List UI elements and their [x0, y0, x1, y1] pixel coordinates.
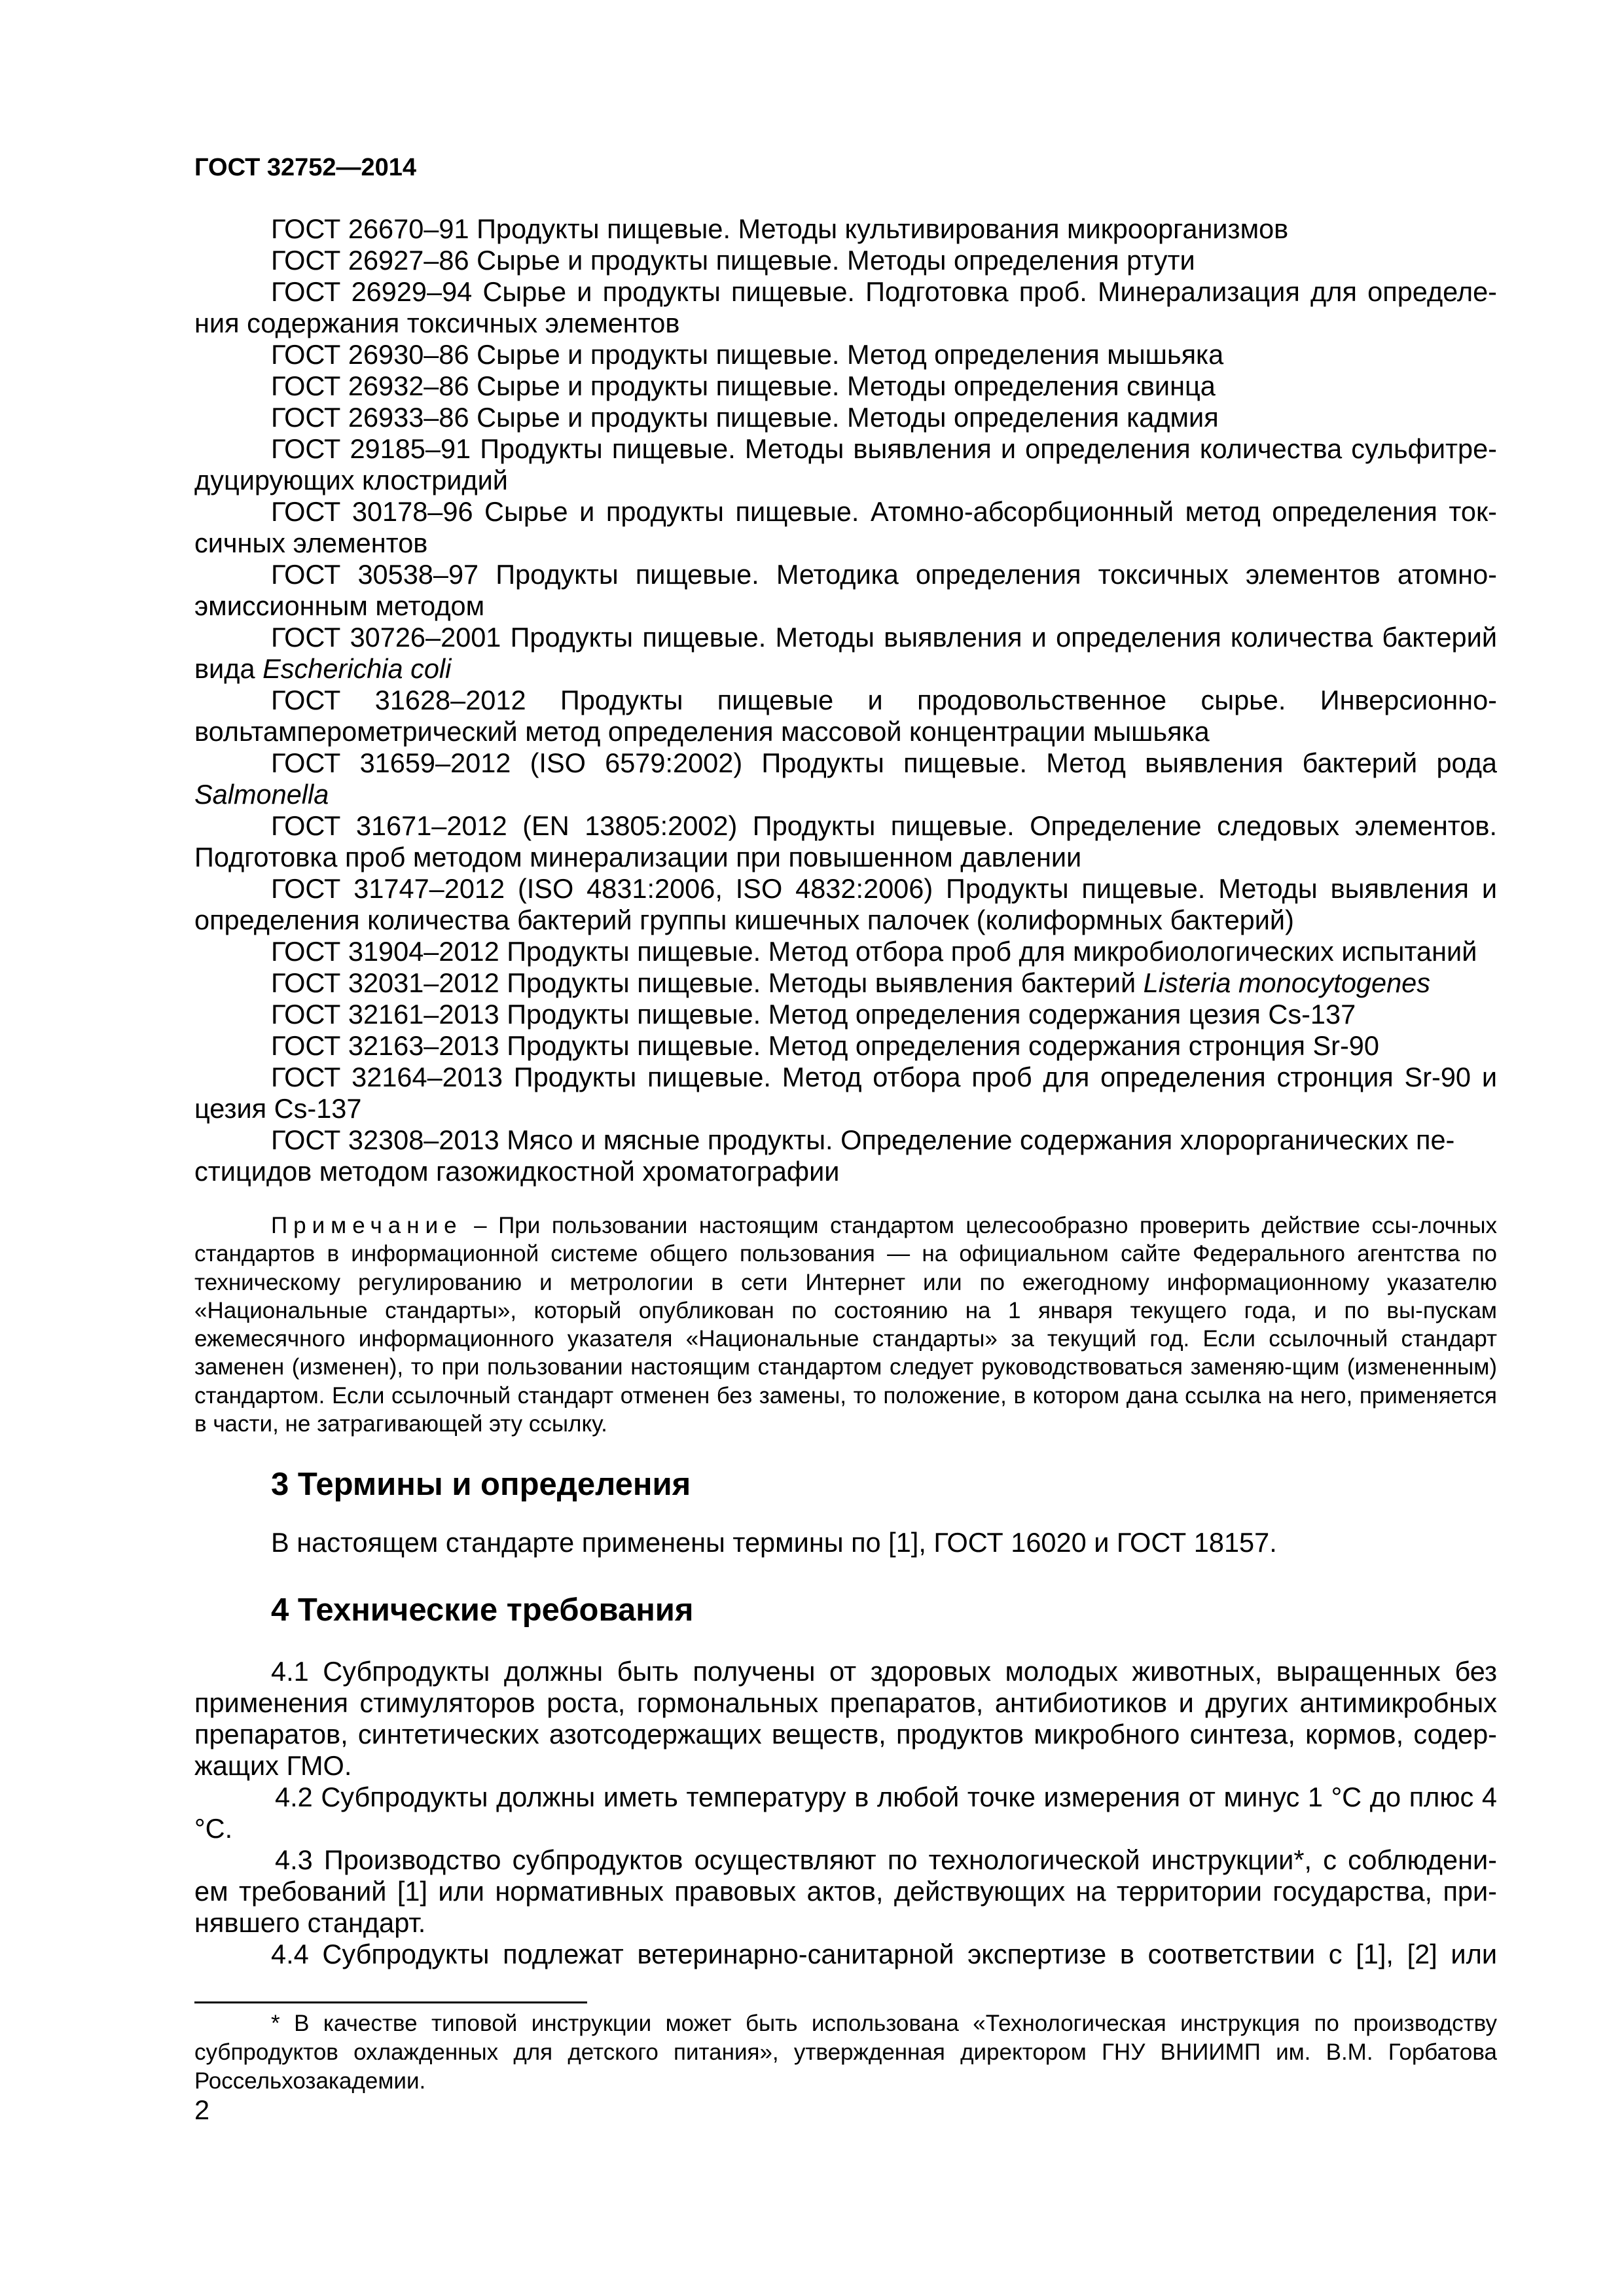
page-number: 2	[194, 2094, 210, 2125]
document-header: ГОСТ 32752—2014	[194, 154, 417, 181]
reference-item: ГОСТ 26927–86 Сырье и продукты пищевые. Методы определения ртути	[271, 245, 1195, 276]
reference-item: ГОСТ 30726–2001 Продукты пищевые. Методы выявления и определения количества бактерий вида Escherichia coli	[194, 622, 1497, 684]
section-3-title: 3 Термины и определения	[271, 1467, 691, 1502]
section-3-body: В настоящем стандарте применены термины по [1], ГОСТ 16020 и ГОСТ 18157.	[271, 1527, 1277, 1558]
reference-item: ГОСТ 30538–97 Продукты пищевые. Методика определения токсичных элементов атомно-эмиссионным методом	[194, 559, 1497, 621]
requirement-4-3: 4.3 Производство субпродуктов осуществляют по технологической инструкции*, с соблюдени-ем требований [1] или нормативных правовых актов, действующих на территории государства, при-нявшего стандарт.	[194, 1844, 1497, 1938]
reference-item: ГОСТ 32161–2013 Продукты пищевые. Метод определения содержания цезия Cs-137	[271, 999, 1356, 1030]
reference-item: ГОСТ 26929–94 Сырье и продукты пищевые. Подготовка проб. Минерализация для определе-ния содержания токсичных элементов	[194, 276, 1497, 338]
technical-requirements	[194, 1656, 1497, 1970]
normative-references-list	[194, 213, 1497, 1187]
reference-item: ГОСТ 31747–2012 (ISO 4831:2006, ISO 4832:2006) Продукты пищевые. Методы выявления и определения количества бактерий группы кишечных палочек (колиформных бактерий)	[194, 873, 1497, 935]
reference-item: ГОСТ 26932–86 Сырье и продукты пищевые. Методы определения свинца	[271, 370, 1216, 401]
reference-item: ГОСТ 31659–2012 (ISO 6579:2002) Продукты пищевые. Метод выявления бактерий рода Salmonella	[194, 747, 1497, 810]
footnote: * В качестве типовой инструкции может быть использована «Технологическая инструкция по производству субпродуктов охлажденных для детского питания», утвержденная директором ГНУ ВНИИМП им. В.М. Горбатова Россельхозакадемии.	[194, 2011, 1497, 2094]
reference-item: ГОСТ 32308–2013 Мясо и мясные продукты. Определение содержания хлорорганических пе-стицидов методом газожидкостной хроматографии	[194, 1124, 1455, 1187]
section-4-title: 4 Технические требования	[271, 1592, 694, 1628]
reference-item: ГОСТ 30178–96 Сырье и продукты пищевые. Атомно-абсорбционный метод определения ток-сичных элементов	[194, 496, 1497, 558]
requirement-4-1: 4.1 Субпродукты должны быть получены от здоровых молодых животных, выращенных без применения стимуляторов роста, гормональных препаратов, антибиотиков и других антимикробных препаратов, синтетических азотсодержащих веществ, продуктов микробного синтеза, кормов, содер-жащих ГМО.	[194, 1656, 1497, 1781]
reference-item: ГОСТ 32164–2013 Продукты пищевые. Метод отбора проб для определения стронция Sr-90 и цезия Cs-137	[194, 1062, 1497, 1124]
requirement-4-4: 4.4 Субпродукты подлежат ветеринарно-санитарной экспертизе в соответствии с [1], [2] или	[271, 1939, 1497, 1969]
genus-name: Salmonella	[194, 779, 329, 810]
note-label: Примечание	[271, 1213, 463, 1238]
note-text: – При пользовании настоящим стандартом целесообразно проверить действие ссы-лочных стандартов в информационной системе общего пользования — на официальном сайте Федерального агентства по техническому регулированию и метрологии в сети Интернет или по ежегодному информационному указателю «Национальные стандарты», который опубликован по состоянию на 1 января текущего года, и по вы-пускам ежемесячного информационного указателя «Национальные стандарты» за текущий год. Если ссылочный стандарт заменен (изменен), то при пользовании настоящим стандартом следует руководствоваться заменяю-щим (измененным) стандартом. Если ссылочный стандарт отменен без замены, то положение, в котором дана ссылка на него, применяется в части, не затрагивающей эту ссылку.	[194, 1213, 1497, 1437]
reference-item: ГОСТ 29185–91 Продукты пищевые. Методы выявления и определения количества сульфитре-дуцирующих клостридий	[194, 433, 1497, 495]
reference-item: ГОСТ 31904–2012 Продукты пищевые. Метод отбора проб для микробиологических испытаний	[271, 936, 1477, 967]
references-note	[194, 1211, 1497, 1438]
species-name: Listeria monocytogenes	[1143, 967, 1430, 998]
reference-item: ГОСТ 31628–2012 Продукты пищевые и продовольственное сырье. Инверсионно-вольтамперометрический метод определения массовой концентрации мышьяка	[194, 685, 1497, 747]
reference-item: ГОСТ 32163–2013 Продукты пищевые. Метод определения содержания стронция Sr-90	[271, 1030, 1379, 1061]
reference-item: ГОСТ 31671–2012 (EN 13805:2002) Продукты пищевые. Определение следовых элементов. Подготовка проб методом минерализации при повышенном давлении	[194, 810, 1497, 872]
reference-item: ГОСТ 32031–2012 Продукты пищевые. Методы выявления бактерий Listeria monocytogenes	[271, 967, 1430, 998]
reference-item: ГОСТ 26930–86 Сырье и продукты пищевые. Метод определения мышьяка	[271, 339, 1224, 370]
footnote-divider	[194, 2001, 587, 2003]
reference-item: ГОСТ 26933–86 Сырье и продукты пищевые. Методы определения кадмия	[271, 402, 1219, 433]
species-name: Escherichia coli	[262, 653, 452, 684]
reference-item: ГОСТ 26670–91 Продукты пищевые. Методы культивирования микроорганизмов	[271, 213, 1289, 244]
requirement-4-2: 4.2 Субпродукты должны иметь температуру в любой точке измерения от минус 1 °С до плюс 4 °С.	[194, 1782, 1497, 1844]
